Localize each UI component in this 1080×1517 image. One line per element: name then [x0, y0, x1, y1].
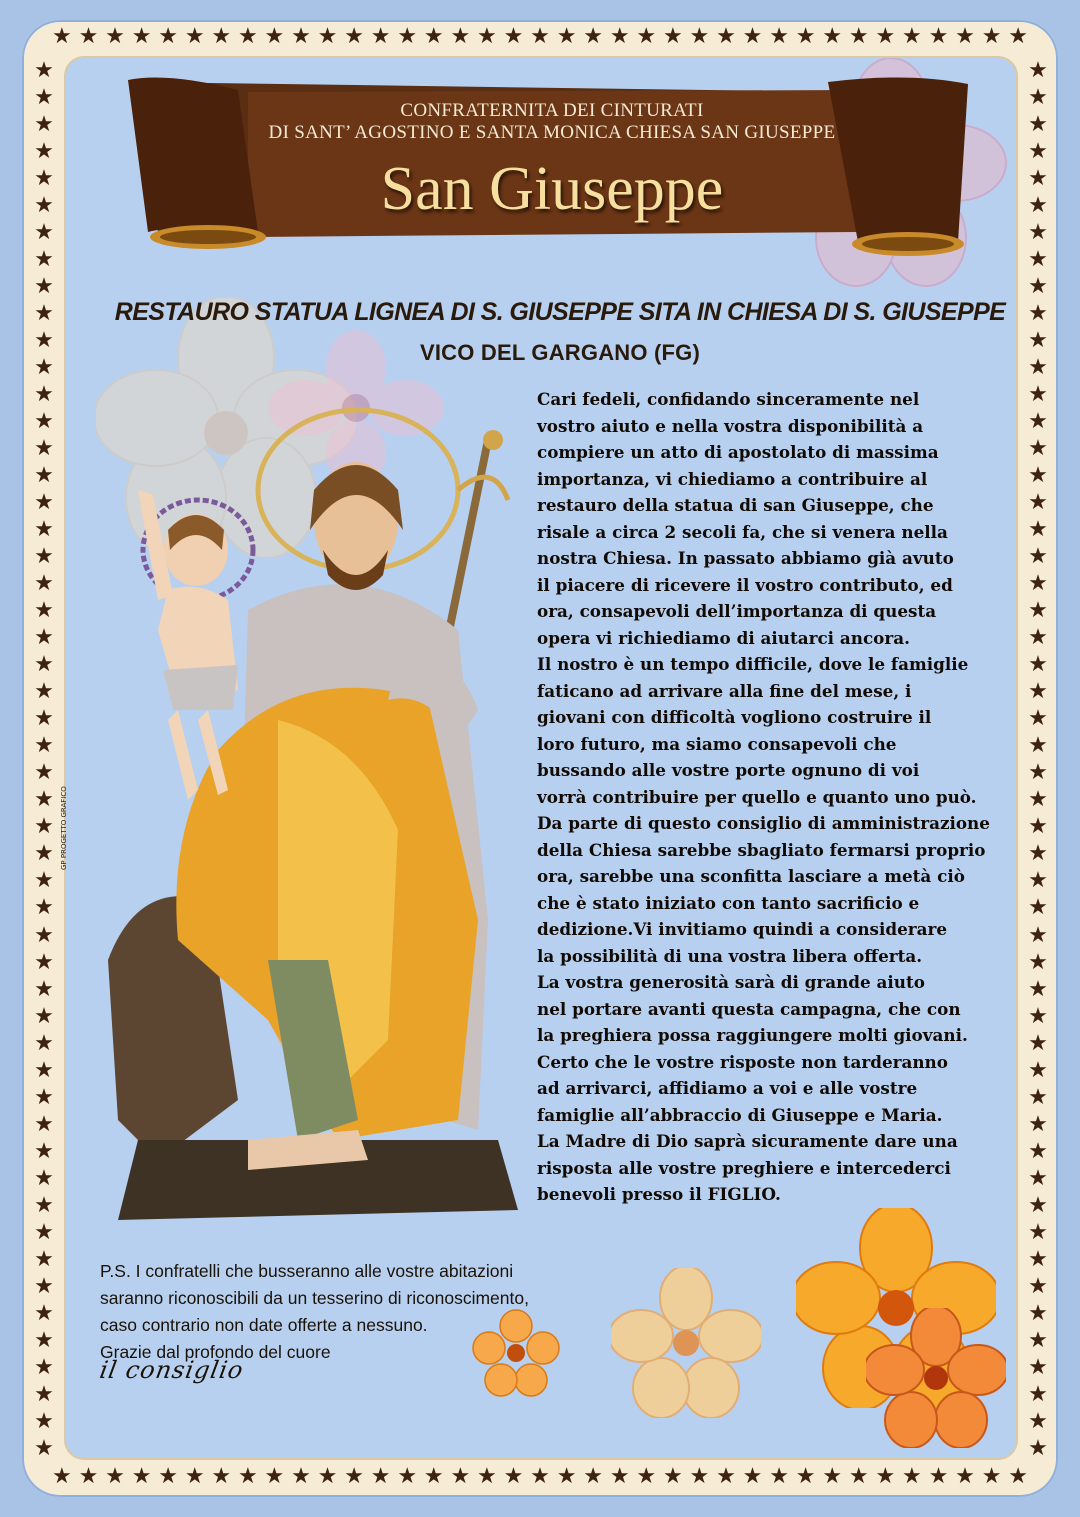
star-icon: ★: [795, 26, 816, 49]
letter-line: loro futuro, ma siamo consapevoli che: [537, 733, 897, 754]
star-icon: ★: [34, 490, 54, 516]
star-icon: ★: [370, 1466, 391, 1489]
star-icon: ★: [34, 355, 54, 381]
star-icon: ★: [34, 1246, 54, 1272]
star-icon: ★: [583, 1466, 603, 1489]
star-icon: ★: [1028, 1030, 1048, 1056]
star-icon: ★: [583, 26, 603, 49]
star-icon: ★: [1028, 733, 1048, 759]
star-icon: ★: [237, 26, 258, 49]
star-icon: ★: [52, 26, 72, 49]
star-icon: ★: [1028, 220, 1048, 246]
star-icon: ★: [344, 26, 364, 49]
star-icon: ★: [1028, 274, 1048, 300]
star-icon: ★: [822, 26, 843, 49]
star-icon: ★: [609, 26, 630, 49]
letter-line: vostro aiuto e nella vostra disponibilità a: [537, 415, 924, 436]
letter-line: La Madre di Dio saprà sicuramente dare una: [537, 1131, 958, 1151]
star-icon: ★: [317, 26, 338, 49]
star-icon: ★: [34, 247, 54, 273]
star-icon: ★: [291, 26, 311, 49]
letter-line: famiglie all’abbraccio di Giuseppe e Maria.: [537, 1104, 943, 1125]
star-icon: ★: [1028, 949, 1048, 975]
star-icon: ★: [34, 436, 54, 462]
star-icon: ★: [875, 1466, 896, 1489]
star-icon: ★: [636, 26, 657, 49]
star-icon: ★: [131, 1466, 152, 1489]
star-icon: ★: [848, 1466, 869, 1489]
star-border-bottom: [52, 1466, 1028, 1490]
postscript-line: P.S. I confratelli che busseranno alle vostre abitazioni: [100, 1261, 514, 1281]
star-icon: ★: [34, 733, 54, 759]
star-icon: ★: [34, 139, 54, 165]
star-icon: ★: [34, 1030, 54, 1056]
letter-line: vorrà contribuire per quello e quanto uno può.: [537, 786, 977, 807]
star-icon: ★: [1028, 1219, 1048, 1245]
star-icon: ★: [1028, 868, 1048, 894]
letter-line: bussando alle vostre porte ognuno di voi: [537, 760, 920, 780]
star-icon: ★: [34, 1084, 54, 1110]
star-icon: ★: [1028, 166, 1048, 192]
star-icon: ★: [423, 26, 444, 49]
star-icon: ★: [955, 1466, 975, 1489]
letter-line: la preghiera possa raggiungere molti giovani.: [537, 1025, 968, 1045]
star-icon: ★: [34, 382, 54, 408]
signature: il consiglio: [97, 1356, 246, 1384]
star-icon: ★: [1028, 679, 1048, 705]
star-icon: ★: [1028, 355, 1048, 381]
star-icon: ★: [34, 625, 54, 651]
star-icon: ★: [34, 841, 54, 867]
star-icon: ★: [34, 949, 54, 975]
star-border-right: [1026, 60, 1050, 1460]
star-icon: ★: [981, 1466, 1002, 1489]
star-icon: ★: [34, 1327, 54, 1353]
star-icon: ★: [450, 1466, 471, 1489]
star-icon: ★: [34, 301, 54, 327]
star-icon: ★: [78, 1466, 99, 1489]
title-banner: [128, 72, 976, 262]
star-icon: ★: [397, 26, 418, 49]
star-icon: ★: [1028, 60, 1048, 83]
letter-line: risale a circa 2 secoli fa, che si venera nella: [537, 521, 948, 542]
star-icon: ★: [34, 544, 54, 570]
star-icon: ★: [34, 787, 54, 813]
star-icon: ★: [423, 1466, 444, 1489]
star-icon: ★: [211, 1466, 232, 1489]
star-icon: ★: [34, 60, 54, 83]
star-icon: ★: [1028, 301, 1048, 327]
star-icon: ★: [105, 26, 125, 49]
star-icon: ★: [34, 517, 54, 543]
star-icon: ★: [184, 1466, 205, 1489]
letter-line: Certo che le vostre risposte non tarderanno: [537, 1051, 948, 1072]
letter-line: della Chiesa sarebbe sbagliato fermarsi proprio: [537, 839, 986, 860]
star-icon: ★: [34, 1300, 54, 1326]
star-icon: ★: [928, 1466, 949, 1489]
letter-line: la possibilità di una vostra libera offerta.: [537, 945, 923, 966]
letter-line: ora, consapevoli dell’importanza di questa: [537, 601, 937, 621]
star-icon: ★: [397, 1466, 418, 1489]
star-icon: ★: [742, 1466, 763, 1489]
star-icon: ★: [105, 1466, 125, 1489]
letter-line: Da parte di questo consiglio di amministrazione: [537, 813, 990, 833]
star-icon: ★: [34, 409, 54, 435]
star-icon: ★: [1028, 517, 1048, 543]
star-icon: ★: [1028, 1408, 1048, 1434]
star-icon: ★: [716, 26, 736, 49]
star-icon: ★: [34, 1003, 54, 1029]
postscript-line: saranno riconoscibili da un tesserino di riconoscimento,: [100, 1288, 529, 1308]
star-icon: ★: [1028, 652, 1048, 678]
star-icon: ★: [556, 26, 577, 49]
postscript-line: Grazie dal profondo del cuore: [100, 1342, 331, 1362]
star-icon: ★: [78, 26, 99, 49]
star-icon: ★: [662, 26, 683, 49]
star-icon: ★: [34, 1354, 54, 1380]
star-icon: ★: [34, 85, 54, 111]
location-heading: VICO DEL GARGANO (FG): [419, 340, 701, 365]
star-icon: ★: [34, 706, 54, 732]
star-icon: ★: [1028, 1300, 1048, 1326]
star-icon: ★: [34, 1057, 54, 1083]
star-icon: ★: [742, 26, 763, 49]
peach-flower: [611, 1268, 761, 1418]
star-icon: ★: [291, 1466, 311, 1489]
letter-line: importanza, vi chiediamo a contribuire al: [537, 468, 928, 489]
star-icon: ★: [211, 26, 232, 49]
star-icon: ★: [1028, 1381, 1048, 1407]
statue-saint-joseph-image: [98, 400, 538, 1230]
letter-line: ora, sarebbe una sconfitta lasciare a metà ciò: [537, 866, 965, 886]
star-icon: ★: [131, 26, 152, 49]
star-icon: ★: [1028, 193, 1048, 219]
star-icon: ★: [34, 868, 54, 894]
designer-credit: GP PROGETTO GRAFICO: [60, 786, 68, 870]
star-icon: ★: [34, 220, 54, 246]
star-icon: ★: [556, 1466, 577, 1489]
star-icon: ★: [1028, 787, 1048, 813]
star-icon: ★: [1028, 706, 1048, 732]
letter-line: che è stato iniziato con tanto sacrificio e: [537, 892, 920, 913]
star-icon: ★: [1028, 895, 1048, 921]
star-icon: ★: [769, 26, 789, 49]
star-icon: ★: [716, 1466, 736, 1489]
star-icon: ★: [875, 26, 896, 49]
page-title: San Giuseppe: [380, 155, 724, 223]
star-icon: ★: [34, 1381, 54, 1407]
star-icon: ★: [34, 1138, 54, 1164]
star-icon: ★: [1028, 1435, 1048, 1460]
star-icon: ★: [1028, 1192, 1048, 1218]
star-icon: ★: [34, 1165, 54, 1191]
star-icon: ★: [1008, 26, 1028, 49]
star-icon: ★: [264, 26, 285, 49]
restoration-heading: RESTAURO STATUA LIGNEA DI S. GIUSEPPE SITA IN CHIESA DI S. GIUSEPPE: [114, 298, 1006, 326]
star-icon: ★: [609, 1466, 630, 1489]
star-icon: ★: [1028, 598, 1048, 624]
star-icon: ★: [662, 1466, 683, 1489]
star-icon: ★: [1028, 1111, 1048, 1137]
star-icon: ★: [34, 112, 54, 138]
star-icon: ★: [636, 1466, 657, 1489]
star-icon: ★: [1028, 544, 1048, 570]
star-icon: ★: [1028, 841, 1048, 867]
letter-line: dedizione.Vi invitiamo quindi a considerare: [537, 919, 948, 939]
star-icon: ★: [848, 26, 869, 49]
star-icon: ★: [1028, 1165, 1048, 1191]
star-icon: ★: [955, 26, 975, 49]
letter-line: opera vi richiediamo di aiutarci ancora.: [537, 627, 910, 648]
star-icon: ★: [902, 1466, 922, 1489]
letter-line: La vostra generosità sarà di grande aiuto: [537, 972, 925, 992]
star-icon: ★: [1028, 976, 1048, 1002]
star-icon: ★: [34, 571, 54, 597]
star-icon: ★: [34, 1192, 54, 1218]
star-icon: ★: [1028, 1084, 1048, 1110]
star-icon: ★: [928, 26, 949, 49]
postscript: [100, 1258, 540, 1366]
star-icon: ★: [1028, 571, 1048, 597]
star-icon: ★: [52, 1466, 72, 1489]
star-icon: ★: [34, 1111, 54, 1137]
star-icon: ★: [1028, 247, 1048, 273]
star-icon: ★: [317, 1466, 338, 1489]
star-icon: ★: [1028, 1138, 1048, 1164]
star-icon: ★: [1028, 139, 1048, 165]
star-icon: ★: [1028, 922, 1048, 948]
star-icon: ★: [34, 652, 54, 678]
star-icon: ★: [822, 1466, 843, 1489]
star-icon: ★: [769, 1466, 789, 1489]
letter-body: [537, 386, 990, 1208]
confraternity-line-1: CONFRATERNITA DEI CINTURATI: [400, 100, 704, 121]
star-icon: ★: [795, 1466, 816, 1489]
letter-line: ad arrivarci, affidiamo a voi e alle vostre: [537, 1078, 918, 1098]
star-icon: ★: [503, 26, 524, 49]
star-icon: ★: [344, 1466, 364, 1489]
star-icon: ★: [34, 895, 54, 921]
postscript-line: caso contrario non date offerte a nessuno.: [100, 1315, 428, 1335]
star-icon: ★: [34, 328, 54, 354]
star-icon: ★: [370, 26, 391, 49]
star-icon: ★: [34, 976, 54, 1002]
star-icon: ★: [1028, 760, 1048, 786]
star-icon: ★: [34, 1435, 54, 1460]
star-icon: ★: [1028, 1273, 1048, 1299]
star-icon: ★: [503, 1466, 524, 1489]
star-icon: ★: [237, 1466, 258, 1489]
star-icon: ★: [34, 922, 54, 948]
star-icon: ★: [264, 1466, 285, 1489]
letter-line: restauro della statua di san Giuseppe, che: [537, 495, 934, 515]
star-icon: ★: [34, 463, 54, 489]
letter-line: nostra Chiesa. In passato abbiamo già avuto: [537, 548, 954, 568]
star-border-top: [52, 26, 1028, 50]
star-icon: ★: [477, 1466, 497, 1489]
letter-line: Il nostro è un tempo difficile, dove le famiglie: [537, 654, 969, 674]
star-icon: ★: [34, 679, 54, 705]
star-icon: ★: [1028, 328, 1048, 354]
star-icon: ★: [1028, 625, 1048, 651]
star-icon: ★: [689, 1466, 710, 1489]
star-icon: ★: [1028, 382, 1048, 408]
star-icon: ★: [158, 26, 178, 49]
star-icon: ★: [1028, 1354, 1048, 1380]
letter-line: risposta alle vostre preghiere e intercederci: [537, 1157, 951, 1178]
star-icon: ★: [1028, 1057, 1048, 1083]
letter-line: Cari fedeli, confidando sinceramente nel: [537, 389, 920, 409]
star-icon: ★: [1028, 112, 1048, 138]
star-icon: ★: [34, 1408, 54, 1434]
confraternity-line-2: DI SANT’ AGOSTINO E SANTA MONICA CHIESA SAN GIUSEPPE: [268, 122, 836, 143]
star-icon: ★: [1028, 85, 1048, 111]
star-icon: ★: [530, 26, 550, 49]
letter-line: benevoli presso il FIGLIO.: [537, 1184, 781, 1204]
star-icon: ★: [34, 814, 54, 840]
star-icon: ★: [1028, 1246, 1048, 1272]
star-icon: ★: [1028, 814, 1048, 840]
star-border-left: [32, 60, 56, 1460]
star-icon: ★: [1028, 1327, 1048, 1353]
star-icon: ★: [1028, 436, 1048, 462]
star-icon: ★: [34, 274, 54, 300]
letter-line: il piacere di ricevere il vostro contributo, ed: [537, 574, 953, 595]
star-icon: ★: [450, 26, 471, 49]
star-icon: ★: [34, 1273, 54, 1299]
letter-line: giovani con difficoltà vogliono costruire il: [537, 707, 932, 727]
star-icon: ★: [184, 26, 205, 49]
star-icon: ★: [1028, 409, 1048, 435]
letter-line: faticano ad arrivare alla fine del mese, i: [537, 680, 912, 701]
star-icon: ★: [981, 26, 1002, 49]
star-icon: ★: [34, 760, 54, 786]
star-icon: ★: [477, 26, 497, 49]
letter-line: compiere un atto di apostolato di massima: [537, 442, 939, 462]
star-icon: ★: [902, 26, 922, 49]
star-icon: ★: [158, 1466, 178, 1489]
star-icon: ★: [530, 1466, 550, 1489]
star-icon: ★: [1028, 1003, 1048, 1029]
star-icon: ★: [1028, 463, 1048, 489]
star-icon: ★: [1008, 1466, 1028, 1489]
star-icon: ★: [34, 193, 54, 219]
star-icon: ★: [689, 26, 710, 49]
letter-line: nel portare avanti questa campagna, che con: [537, 998, 961, 1019]
star-icon: ★: [34, 1219, 54, 1245]
star-icon: ★: [1028, 490, 1048, 516]
star-icon: ★: [34, 166, 54, 192]
star-icon: ★: [34, 598, 54, 624]
orange-flower-small: [866, 1308, 1006, 1448]
